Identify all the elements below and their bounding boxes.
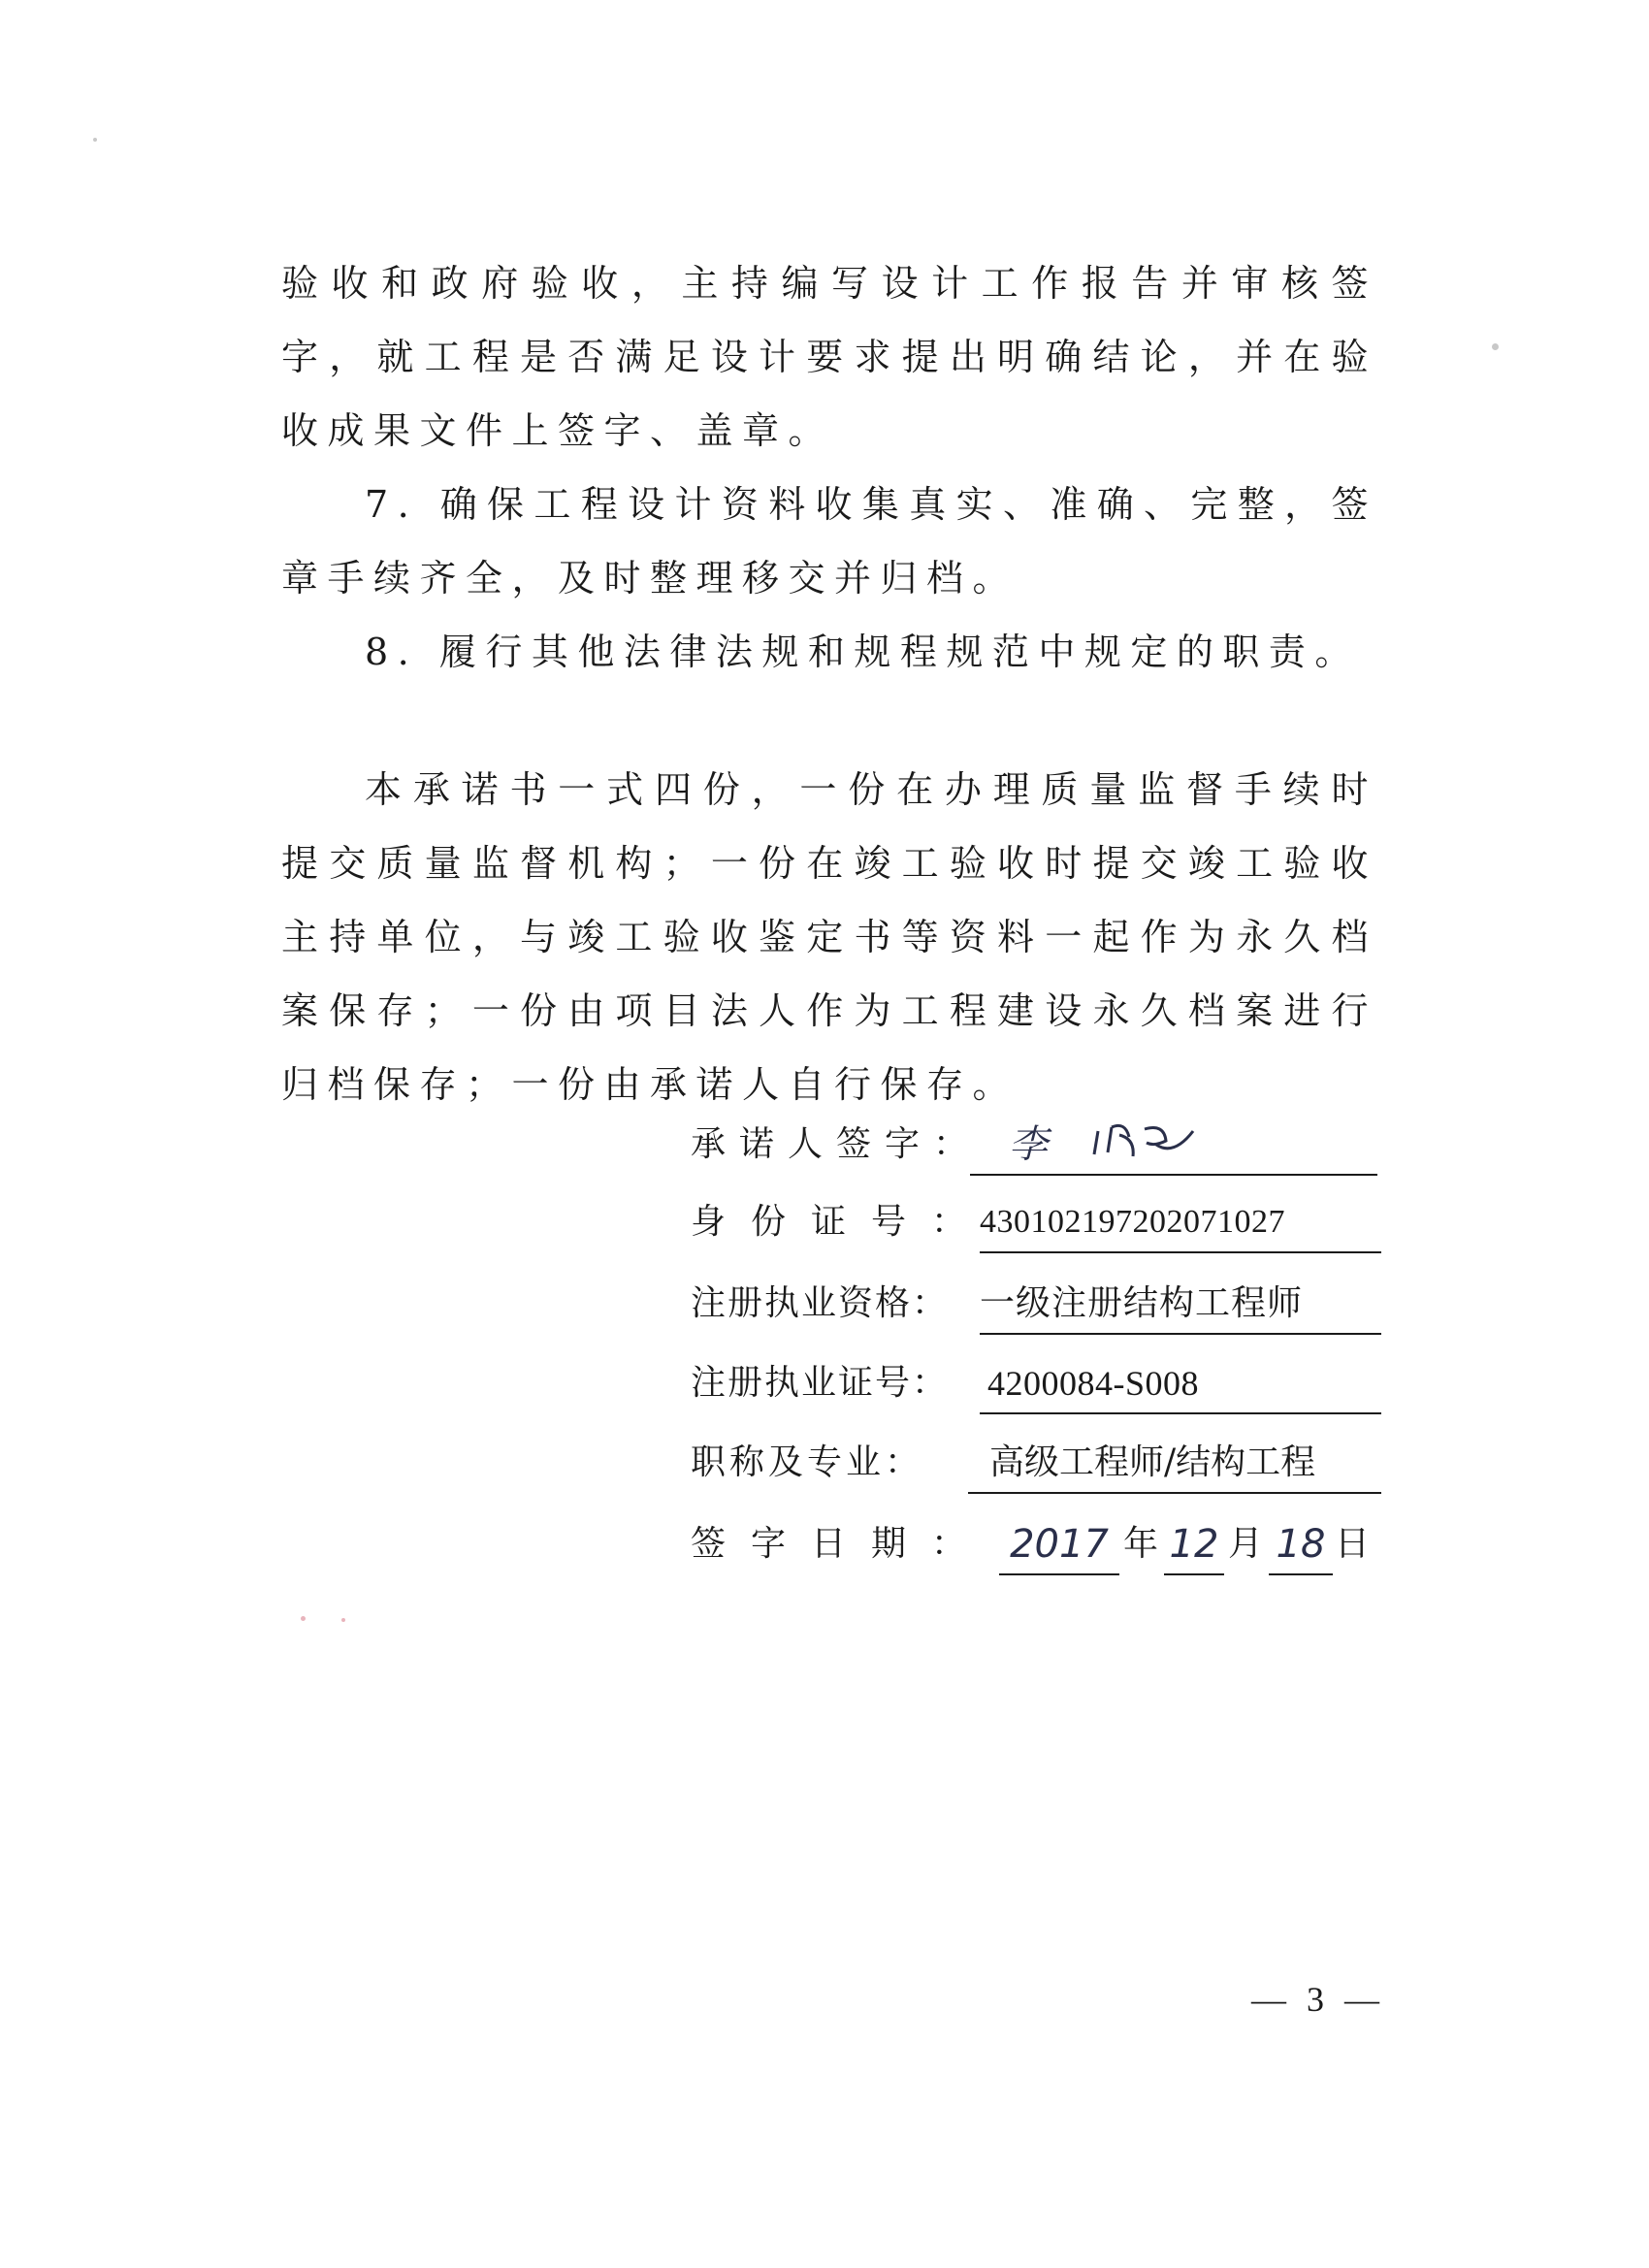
signature-scribble: [1086, 1118, 1203, 1166]
title-label: 职称及专业：: [691, 1442, 924, 1482]
qualification-value: 一级注册结构工程师: [980, 1275, 1381, 1335]
registration-number: [980, 1354, 1381, 1414]
qualification-row: [691, 1275, 1304, 1333]
paragraph-acceptance: 验收和政府验收，主持编写设计工作报告并审核签字，就工程是否满足设计要求提出明确结论，并在验收成果文件上签字、盖章。: [281, 262, 1377, 452]
qualification-label: 注册执业资格：: [691, 1283, 950, 1323]
registration-label: 注册执业证号：: [691, 1363, 950, 1403]
day-unit: 日: [1335, 1524, 1371, 1564]
date-day: 18: [1276, 1522, 1326, 1567]
date-month: 12: [1169, 1522, 1219, 1567]
title-row: [691, 1434, 1316, 1492]
year-unit: 年: [1123, 1524, 1159, 1564]
scan-speck: [1492, 343, 1499, 350]
paragraph-copies: 本承诺书一式四份，一份在办理质量监督手续时提交质量监督机构；一份在竣工验收时提交竣工验收主持单位，与竣工验收鉴定书等资料一起作为永久档案保存；一份由项目法人作为工程建设永久档案进行归档保存；一份由承诺人自行保存。: [281, 768, 1377, 1106]
signer-row: [691, 1116, 1048, 1174]
date-year-field: [999, 1515, 1119, 1575]
id-number: 430102197202071027: [980, 1193, 1381, 1253]
scan-speck: [93, 138, 97, 142]
id-label: 身份证号：: [691, 1202, 992, 1242]
date-row: [691, 1515, 1371, 1573]
title-value: [968, 1434, 1381, 1494]
date-label: 签字日期：: [691, 1524, 992, 1564]
scan-speck: [301, 1616, 306, 1621]
paragraph-item-8: 8. 履行其他法律法规和规程规范中规定的职责。: [365, 631, 1361, 673]
month-unit: 月: [1228, 1524, 1264, 1564]
scan-speck: [341, 1618, 345, 1622]
title-value-text: 高级工程师/结构工程: [989, 1442, 1316, 1482]
paragraph-item-7: 7. 确保工程设计资料收集真实、准确、完整，签章手续齐全，及时整理移交并归档。: [281, 483, 1377, 599]
date-year: 2017: [1010, 1522, 1109, 1567]
date-month-field: [1164, 1515, 1224, 1575]
registration-row: [691, 1354, 1200, 1412]
registration-number-text: 4200084-S008: [987, 1364, 1200, 1403]
signer-label: 承诺人签字：: [691, 1124, 983, 1164]
id-row: [691, 1193, 1285, 1251]
handwritten-signature: 李: [1009, 1122, 1048, 1167]
page-number: — 3 —: [1251, 1980, 1385, 2019]
date-day-field: [1269, 1515, 1333, 1575]
signer-signature: [970, 1116, 1377, 1176]
